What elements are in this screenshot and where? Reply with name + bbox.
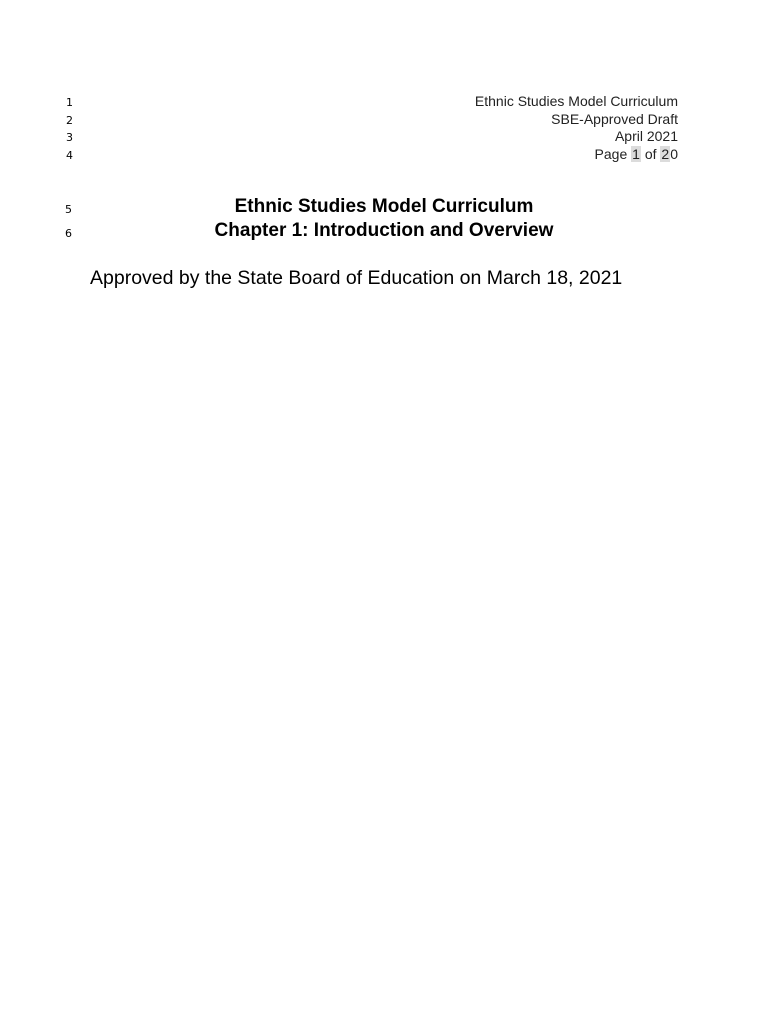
header-date: April 2021 xyxy=(614,128,678,145)
line-number-2: 2 xyxy=(66,114,73,127)
page-total-field: 2 xyxy=(661,146,670,163)
line-number-1: 1 xyxy=(66,96,73,109)
approval-statement: Approved by the State Board of Education on March 18, 2021 xyxy=(90,267,623,289)
running-header xyxy=(475,93,678,164)
line-number-3: 3 xyxy=(66,131,73,144)
page-total-rest: 0 xyxy=(670,146,678,163)
header-status: SBE-Approved Draft xyxy=(551,110,678,127)
page-of: of xyxy=(640,146,661,163)
chapter-title: Chapter 1: Introduction and Overview xyxy=(214,220,554,241)
page-current-field: 1 xyxy=(632,146,640,163)
header-title: Ethnic Studies Model Curriculum xyxy=(474,93,678,109)
document-title: Ethnic Studies Model Curriculum xyxy=(234,196,534,217)
line-number-6: 6 xyxy=(65,227,72,240)
page-prefix: Page xyxy=(594,146,632,163)
header-page-number xyxy=(475,146,678,164)
line-number-4: 4 xyxy=(66,149,73,162)
line-number-5: 5 xyxy=(65,203,72,216)
